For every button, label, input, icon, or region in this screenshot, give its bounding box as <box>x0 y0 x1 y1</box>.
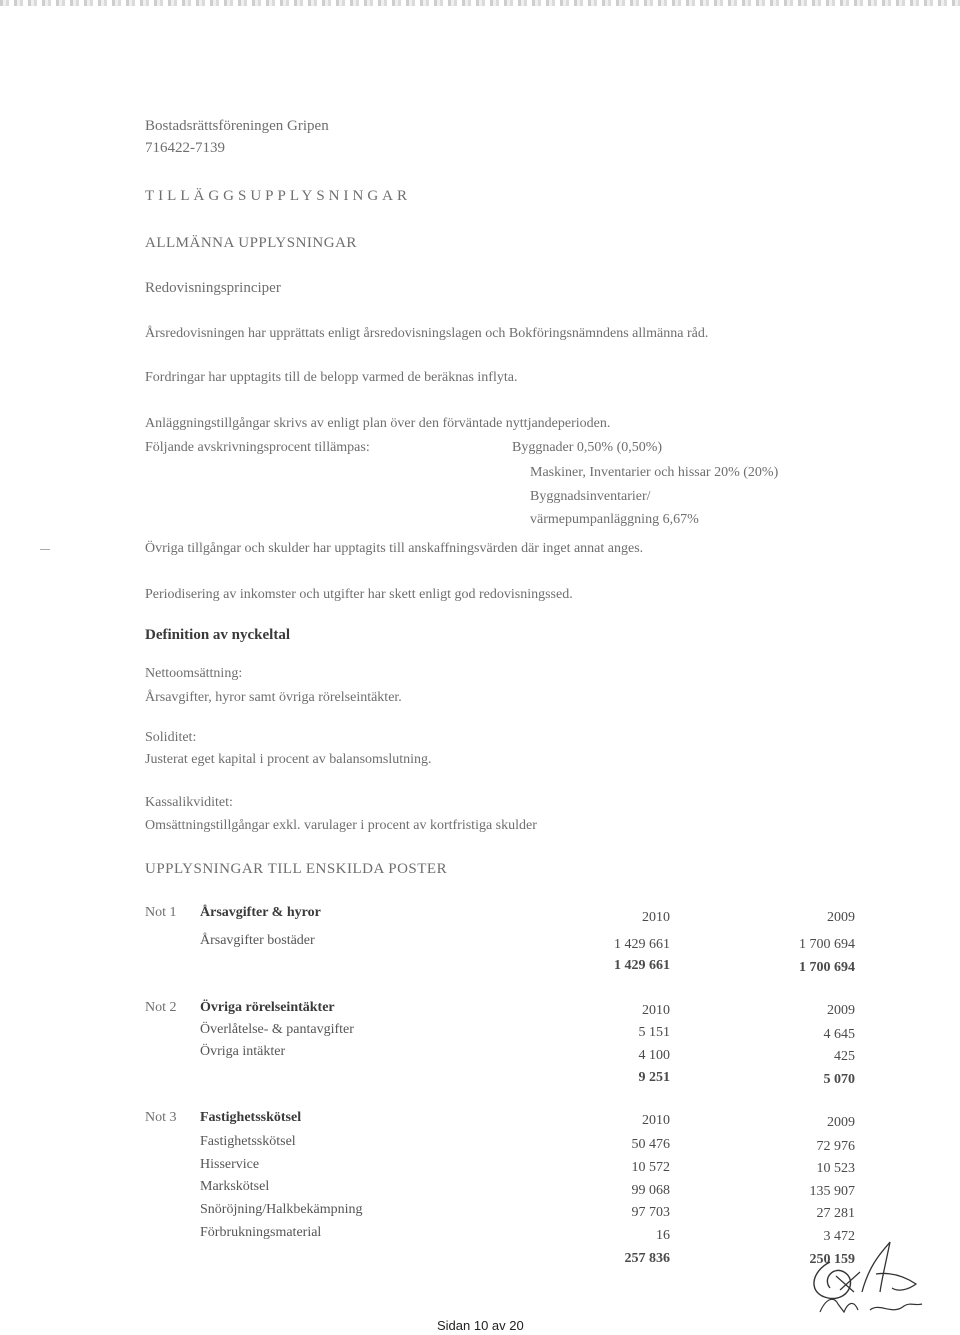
note-total-current: 9 251 <box>638 1070 670 1085</box>
note-row-label: Förbrukningsmaterial <box>200 1225 322 1240</box>
depreciation-rate-heatpump: värmepumpanläggning 6,67% <box>530 512 699 527</box>
paragraph-fixed-assets: Anläggningstillgångar skrivs av enligt plan över den förväntade nyttjandeperioden. <box>145 416 611 431</box>
note-row-value-previous: 72 976 <box>816 1139 855 1154</box>
note-row-label: Överlåtelse- & pantavgifter <box>200 1022 354 1037</box>
note-row-label: Årsavgifter bostäder <box>200 933 315 948</box>
note-row-value-previous: 135 907 <box>809 1184 855 1199</box>
note-row-value-current: 1 429 661 <box>614 937 670 952</box>
org-number: 716422-7139 <box>145 140 225 156</box>
note-row-value-current: 50 476 <box>631 1137 670 1152</box>
scan-artifact-top <box>0 0 960 6</box>
note-year-current: 2010 <box>642 1003 670 1018</box>
definition-term-net-sales: Nettoomsättning: <box>145 666 243 681</box>
note-row-label: Markskötsel <box>200 1179 270 1194</box>
definition-term-solidity: Soliditet: <box>145 730 197 745</box>
note-title: Övriga rörelseintäkter <box>200 1000 335 1015</box>
depreciation-label: Följande avskrivningsprocent tillämpas: <box>145 440 370 455</box>
note-row-value-previous: 10 523 <box>816 1161 855 1176</box>
note-row-value-previous: 425 <box>834 1049 855 1064</box>
note-year-current: 2010 <box>642 910 670 925</box>
note-row-value-current: 16 <box>656 1228 670 1243</box>
depreciation-rate-machinery: Maskiner, Inventarier och hissar 20% (20%) <box>530 465 779 480</box>
note-row-value-current: 99 068 <box>631 1183 670 1198</box>
definitions-heading: Definition av nyckeltal <box>145 627 290 643</box>
handwritten-signature <box>800 1232 930 1322</box>
org-name: Bostadsrättsföreningen Gripen <box>145 118 329 134</box>
note-year-current: 2010 <box>642 1113 670 1128</box>
note-row-label: Fastighetsskötsel <box>200 1134 296 1149</box>
note-year-previous: 2009 <box>827 1003 855 1018</box>
note-row-label: Övriga intäkter <box>200 1044 286 1059</box>
depreciation-rate-buildings: Byggnader 0,50% (0,50%) <box>512 440 663 455</box>
note-total-previous: 1 700 694 <box>799 960 855 975</box>
note-row-label: Snöröjning/Halkbekämpning <box>200 1202 363 1217</box>
note-total-current: 257 836 <box>624 1251 670 1266</box>
note-row-value-current: 5 151 <box>638 1025 670 1040</box>
depreciation-rate-building-inventory: Byggnadsinventarier/ <box>530 489 651 504</box>
note-year-previous: 2009 <box>827 910 855 925</box>
note-row-value-previous: 3 472 <box>823 1229 855 1244</box>
page-number: Sidan 10 av 20 <box>437 1318 524 1333</box>
note-title: Fastighetsskötsel <box>200 1110 302 1125</box>
notes-heading: UPPLYSNINGAR TILL ENSKILDA POSTER <box>145 861 448 877</box>
note-row-value-previous: 1 700 694 <box>799 937 855 952</box>
section-heading-general: ALLMÄNNA UPPLYSNINGAR <box>145 235 357 251</box>
note-total-previous: 250 159 <box>809 1252 855 1267</box>
definition-text-solidity: Justerat eget kapital i procent av balansomslutning. <box>145 752 432 767</box>
note-row-value-current: 4 100 <box>638 1048 670 1063</box>
definition-text-liquidity: Omsättningstillgångar exkl. varulager i procent av kortfristiga skulder <box>145 818 537 833</box>
note-row-label: Hisservice <box>200 1157 260 1172</box>
subheading-principles: Redovisningsprinciper <box>145 280 281 296</box>
note-label: Not 3 <box>145 1110 177 1125</box>
definition-term-liquidity: Kassalikviditet: <box>145 795 233 810</box>
note-label: Not 1 <box>145 905 177 920</box>
note-row-value-current: 10 572 <box>631 1160 670 1175</box>
paragraph-receivables: Fordringar har upptagits till de belopp varmed de beräknas inflyta. <box>145 370 518 385</box>
paragraph-annual-report: Årsredovisningen har upprättats enligt årsredovisningslagen och Bokföringsnämndens allmänna råd. <box>145 326 709 341</box>
paragraph-other-assets: Övriga tillgångar och skulder har upptagits till anskaffningsvärden där inget annat anges. <box>145 541 644 556</box>
paragraph-accrual: Periodisering av inkomster och utgifter har skett enligt god redovisningssed. <box>145 587 573 602</box>
note-year-previous: 2009 <box>827 1115 855 1130</box>
page-title: TILLÄGGSUPPLYSNINGAR <box>145 188 412 204</box>
definition-text-net-sales: Årsavgifter, hyror samt övriga rörelseintäkter. <box>145 690 402 705</box>
note-label: Not 2 <box>145 1000 177 1015</box>
note-row-value-current: 97 703 <box>631 1205 670 1220</box>
note-title: Årsavgifter & hyror <box>200 905 321 920</box>
note-row-value-previous: 27 281 <box>816 1206 855 1221</box>
note-total-previous: 5 070 <box>823 1072 855 1087</box>
margin-mark <box>40 549 50 550</box>
note-row-value-previous: 4 645 <box>823 1027 855 1042</box>
note-total-current: 1 429 661 <box>614 958 670 973</box>
